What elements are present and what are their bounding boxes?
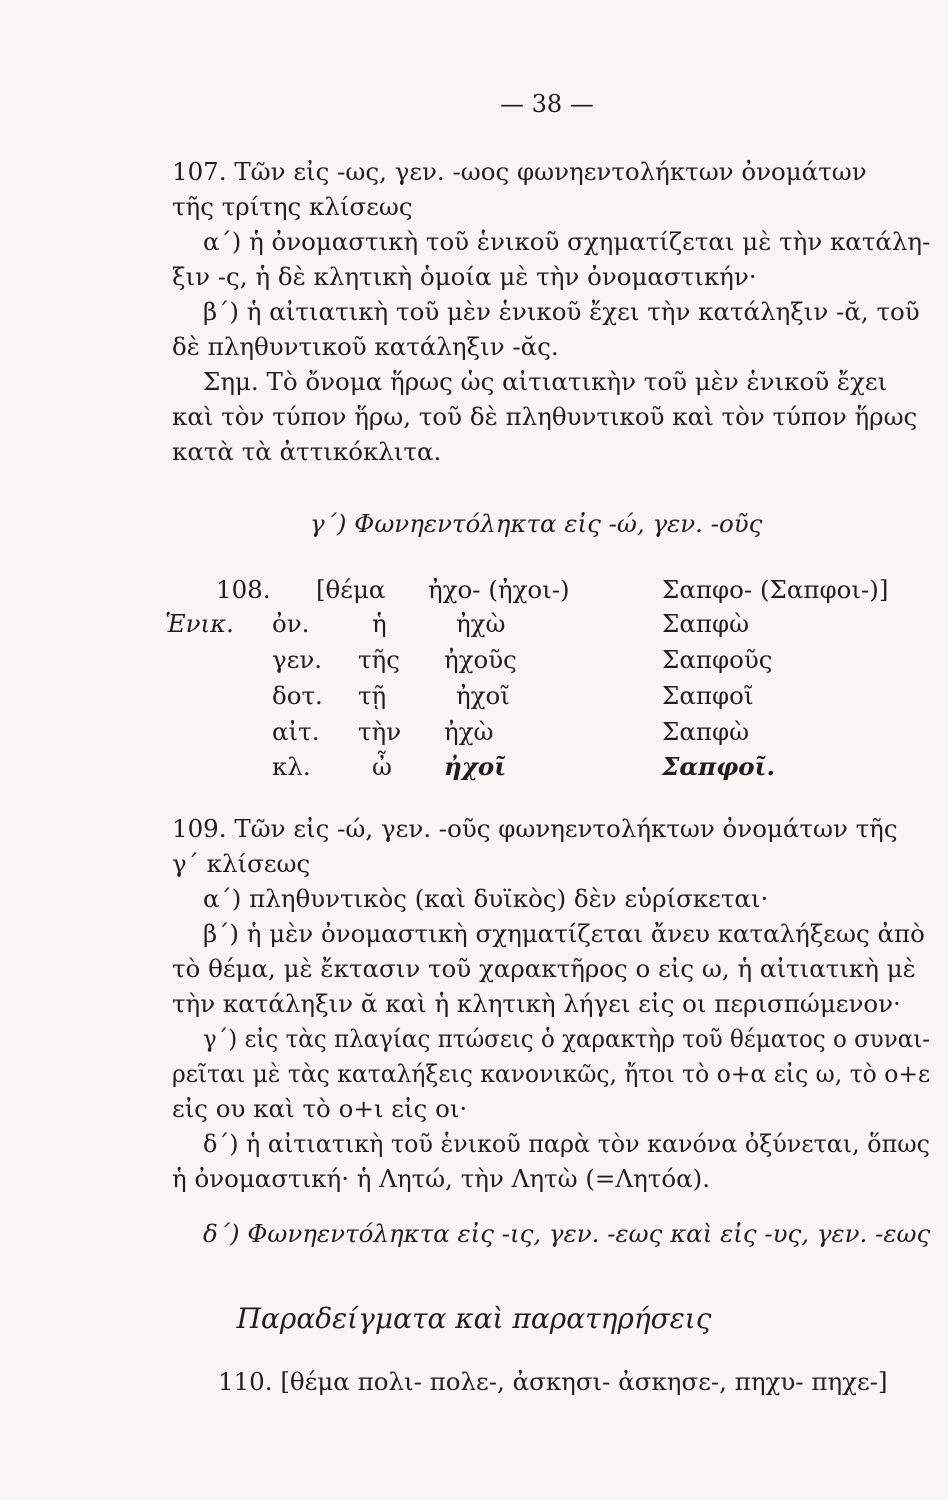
s109-line-7: γ΄) εἰς τὰς πλαγίας πτώσεις ὁ χαρακτὴρ τοῦ θέματος ο συναι- [203, 1024, 931, 1053]
s109-line-1 [172, 814, 928, 843]
case-label: ὀν. [272, 609, 310, 638]
s109-line-4: β΄) ἡ μὲν ὀνομαστικὴ σχηματίζεται ἄνευ καταλήξεως ἀπὸ [203, 919, 925, 948]
s109-text-1: 109. Τῶν εἰς -ώ, γεν. -οῦς φωνηεντολήκτων ὀνομάτων τῆς [172, 814, 898, 843]
case-label: δοτ. [272, 681, 323, 710]
echo-form: ἠχὼ [456, 609, 506, 638]
sappho-form: Σαπφοῦς [662, 645, 773, 674]
s107-text-1: 107. Τῶν εἰς -ως, γεν. -ωος φωνηεντολήκτων ὀνομάτων [172, 157, 867, 186]
case-label: κλ. [272, 752, 311, 781]
s109-line-8: ρεῖται μὲ τὰς καταλήξεις κανονικῶς, ἤτοι τὸ ο+α εἰς ω, τὸ ο+ε [172, 1059, 931, 1088]
s107-line-3: α΄) ἡ ὀνομαστικὴ τοῦ ἑνικοῦ σχηματίζεται μὲ τὴν κατάλη- [203, 227, 931, 256]
s107-line-2: τῆς τρίτης κλίσεως [172, 192, 413, 221]
s109-line-5: τὸ θέμα, μὲ ἔκτασιν τοῦ χαρακτῆρος ο εἰς ω, ἡ αἰτιατικὴ μὲ [172, 954, 916, 983]
s109-line-3: α΄) πληθυντικὸς (καὶ δυϊκὸς) δὲν εὑρίσκεται· [203, 884, 769, 913]
s108-number: 108. [216, 575, 271, 604]
article: ἡ [372, 609, 387, 638]
s109-line-10: δ΄) ἡ αἰτιατικὴ τοῦ ἑνικοῦ παρὰ τὸν κανόνα ὀξύνεται, ὅπως [203, 1129, 930, 1158]
sappho-form: Σαπφὼ [662, 609, 750, 638]
s107-note-line-2: καὶ τὸν τύπον ἥρω, τοῦ δὲ πληθυντικοῦ καὶ τὸν τύπον ἥρως [172, 402, 918, 431]
article: τῆς [358, 645, 400, 674]
s109-line-9: εἰς ου καὶ τὸ ο+ι εἰς οι· [172, 1094, 468, 1123]
s107-line-4: ξιν -ς, ἡ δὲ κλητικὴ ὁμοία μὲ τὴν ὀνομαστικήν· [172, 262, 757, 291]
s107-line-5: β΄) ἡ αἰτιατικὴ τοῦ μὲν ἑνικοῦ ἔχει τὴν κατάληξιν -ᾰ, τοῦ [203, 297, 920, 326]
subheading-1: γ΄) Φωνηεντόληκτα εἰς -ώ, γεν. -οῦς [310, 509, 763, 538]
sappho-form: Σαπφοῖ [662, 681, 754, 710]
s108-theme-sappho: Σαπφο- (Σαπφοι-)] [662, 575, 889, 604]
case-label: αἰτ. [272, 717, 320, 746]
article: τὴν [358, 717, 402, 746]
s108-theme-echo: ἠχο- (ἠχοι-) [428, 575, 570, 604]
s107-note-line-3: κατὰ τὰ ἀττικόκλιτα. [172, 437, 442, 466]
sappho-form: Σαπφοῖ. [662, 752, 776, 781]
article: ὦ [372, 752, 392, 781]
s107-line-1 [172, 157, 928, 186]
s109-line-2: γ΄ κλίσεως [172, 849, 311, 878]
s107-note-line-1: Σημ. Τὸ ὄνομα ἥρως ὡς αἰτιατικὴν τοῦ μὲν ἑνικοῦ ἔχει [203, 367, 888, 396]
subheading-2: δ΄) Φωνηεντόληκτα εἰς -ις, γεν. -εως καὶ εἰς -υς, γεν. -εως [203, 1219, 931, 1248]
s110-line: 110. [θέμα πολι- πολε-, ἀσκησι- ἀσκησε-, πηχυ- πηχε-] [218, 1367, 888, 1396]
section-heading: Παραδείγματα καὶ παρατηρήσεις [236, 1302, 712, 1335]
case-label: γεν. [272, 645, 323, 674]
echo-form: ἠχοῦς [444, 645, 517, 674]
echo-form: ἠχοῖ [456, 681, 510, 710]
s109-line-6: τὴν κατάληξιν ᾰ καὶ ἡ κλητικὴ λήγει εἰς οι περισπώμενον· [172, 989, 901, 1018]
s108-theme-label: [θέμα [316, 575, 386, 604]
echo-form: ἠχὼ [444, 717, 494, 746]
s109-line-11: ἡ ὀνομαστική· ἡ Λητώ, τὴν Λητὼ (=Λητόα). [172, 1164, 710, 1193]
article: τῇ [358, 681, 387, 710]
s108-number-label: Ἑνικ. [165, 609, 234, 638]
sappho-form: Σαπφὼ [662, 717, 750, 746]
page-number: — 38 — [500, 90, 594, 118]
s107-line-6: δὲ πληθυντικοῦ κατάληξιν -ᾰς. [172, 332, 559, 361]
echo-form: ἠχοῖ [444, 752, 507, 781]
